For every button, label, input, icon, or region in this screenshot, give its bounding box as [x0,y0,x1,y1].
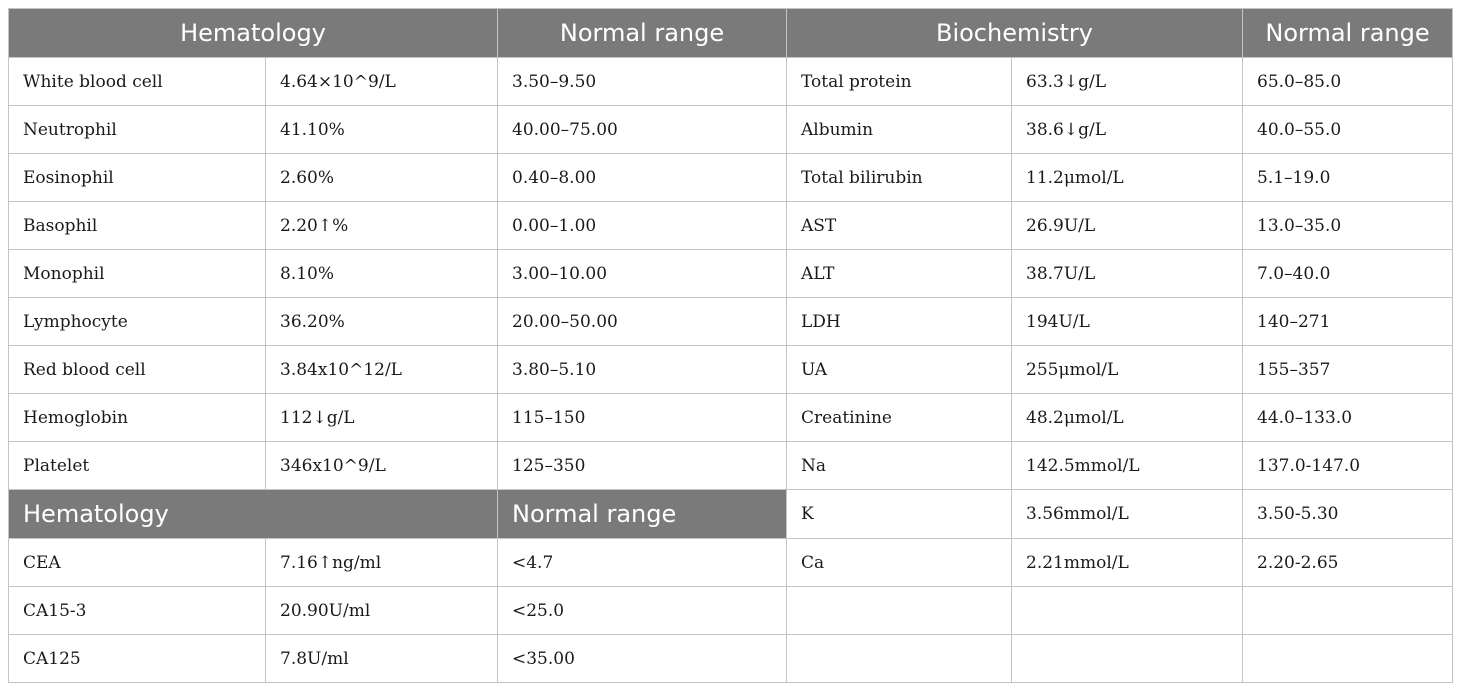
biochemistry-value: 142.5mmol/L [1012,442,1243,490]
normal-range-header: Normal range [1243,9,1453,58]
biochemistry-name: K [787,490,1012,539]
lab-results-table [8,8,1453,683]
hematology-value: 2.20↑% [266,202,498,250]
biochemistry-value: 48.2μmol/L [1012,394,1243,442]
empty-cell [1012,587,1243,635]
tumor-marker-name: CEA [9,539,266,587]
hematology-value: 3.84x10^12/L [266,346,498,394]
biochemistry-range: 7.0–40.0 [1243,250,1453,298]
empty-cell [787,587,1012,635]
hematology-header: Hematology [9,9,498,58]
hematology-name: Neutrophil [9,106,266,154]
hematology-range: 0.40–8.00 [498,154,787,202]
biochemistry-value: 63.3↓g/L [1012,58,1243,106]
biochemistry-name: Creatinine [787,394,1012,442]
tumor-marker-range: <4.7 [498,539,787,587]
empty-cell [1243,587,1453,635]
hematology-name: Basophil [9,202,266,250]
tumor-marker-name: CA15-3 [9,587,266,635]
biochemistry-range: 2.20-2.65 [1243,539,1453,587]
hematology-name: Hemoglobin [9,394,266,442]
biochemistry-value: 194U/L [1012,298,1243,346]
biochemistry-range: 65.0–85.0 [1243,58,1453,106]
table-row [9,539,1453,587]
table-row [9,106,1453,154]
hematology-name: White blood cell [9,58,266,106]
hematology-name: Red blood cell [9,346,266,394]
tumor-marker-range: <35.00 [498,635,787,683]
empty-cell [1012,635,1243,683]
biochemistry-name: Total protein [787,58,1012,106]
table-row [9,298,1453,346]
tumor-markers-header: Hematology [9,490,498,539]
hematology-value: 346x10^9/L [266,442,498,490]
hematology-range: 20.00–50.00 [498,298,787,346]
biochemistry-value: 38.6↓g/L [1012,106,1243,154]
hematology-range: 40.00–75.00 [498,106,787,154]
hematology-range: 3.80–5.10 [498,346,787,394]
biochemistry-range: 155–357 [1243,346,1453,394]
biochemistry-name: Na [787,442,1012,490]
biochemistry-range: 40.0–55.0 [1243,106,1453,154]
hematology-value: 112↓g/L [266,394,498,442]
hematology-name: Platelet [9,442,266,490]
biochemistry-value: 255μmol/L [1012,346,1243,394]
hematology-value: 36.20% [266,298,498,346]
biochemistry-range: 137.0-147.0 [1243,442,1453,490]
biochemistry-value: 2.21mmol/L [1012,539,1243,587]
biochemistry-name: LDH [787,298,1012,346]
table-row [9,58,1453,106]
biochemistry-range: 13.0–35.0 [1243,202,1453,250]
normal-range-header: Normal range [498,9,787,58]
table-row [9,635,1453,683]
tumor-marker-range: <25.0 [498,587,787,635]
tumor-marker-name: CA125 [9,635,266,683]
biochemistry-name: Albumin [787,106,1012,154]
tumor-marker-value: 20.90U/ml [266,587,498,635]
biochemistry-name: Total bilirubin [787,154,1012,202]
biochemistry-value: 3.56mmol/L [1012,490,1243,539]
hematology-range: 115–150 [498,394,787,442]
biochemistry-name: UA [787,346,1012,394]
hematology-range: 0.00–1.00 [498,202,787,250]
hematology-value: 4.64×10^9/L [266,58,498,106]
hematology-value: 8.10% [266,250,498,298]
tumor-marker-value: 7.16↑ng/ml [266,539,498,587]
normal-range-header: Normal range [498,490,787,539]
table-row [9,154,1453,202]
biochemistry-name: AST [787,202,1012,250]
hematology-name: Eosinophil [9,154,266,202]
biochemistry-range: 3.50-5.30 [1243,490,1453,539]
hematology-range: 125–350 [498,442,787,490]
empty-cell [787,635,1012,683]
hematology-range: 3.50–9.50 [498,58,787,106]
biochemistry-value: 26.9U/L [1012,202,1243,250]
biochemistry-name: Ca [787,539,1012,587]
lab-results-table-container [8,8,1453,683]
hematology-range: 3.00–10.00 [498,250,787,298]
biochemistry-value: 11.2μmol/L [1012,154,1243,202]
biochemistry-range: 5.1–19.0 [1243,154,1453,202]
tumor-marker-value: 7.8U/ml [266,635,498,683]
hematology-name: Lymphocyte [9,298,266,346]
header-row [9,9,1453,58]
biochemistry-name: ALT [787,250,1012,298]
subheader-row [9,490,1453,539]
empty-cell [1243,635,1453,683]
hematology-name: Monophil [9,250,266,298]
biochemistry-value: 38.7U/L [1012,250,1243,298]
biochemistry-range: 44.0–133.0 [1243,394,1453,442]
biochemistry-range: 140–271 [1243,298,1453,346]
table-row [9,442,1453,490]
table-row [9,346,1453,394]
table-row [9,394,1453,442]
table-row [9,587,1453,635]
biochemistry-header: Biochemistry [787,9,1243,58]
hematology-value: 2.60% [266,154,498,202]
table-row [9,250,1453,298]
hematology-value: 41.10% [266,106,498,154]
table-row [9,202,1453,250]
